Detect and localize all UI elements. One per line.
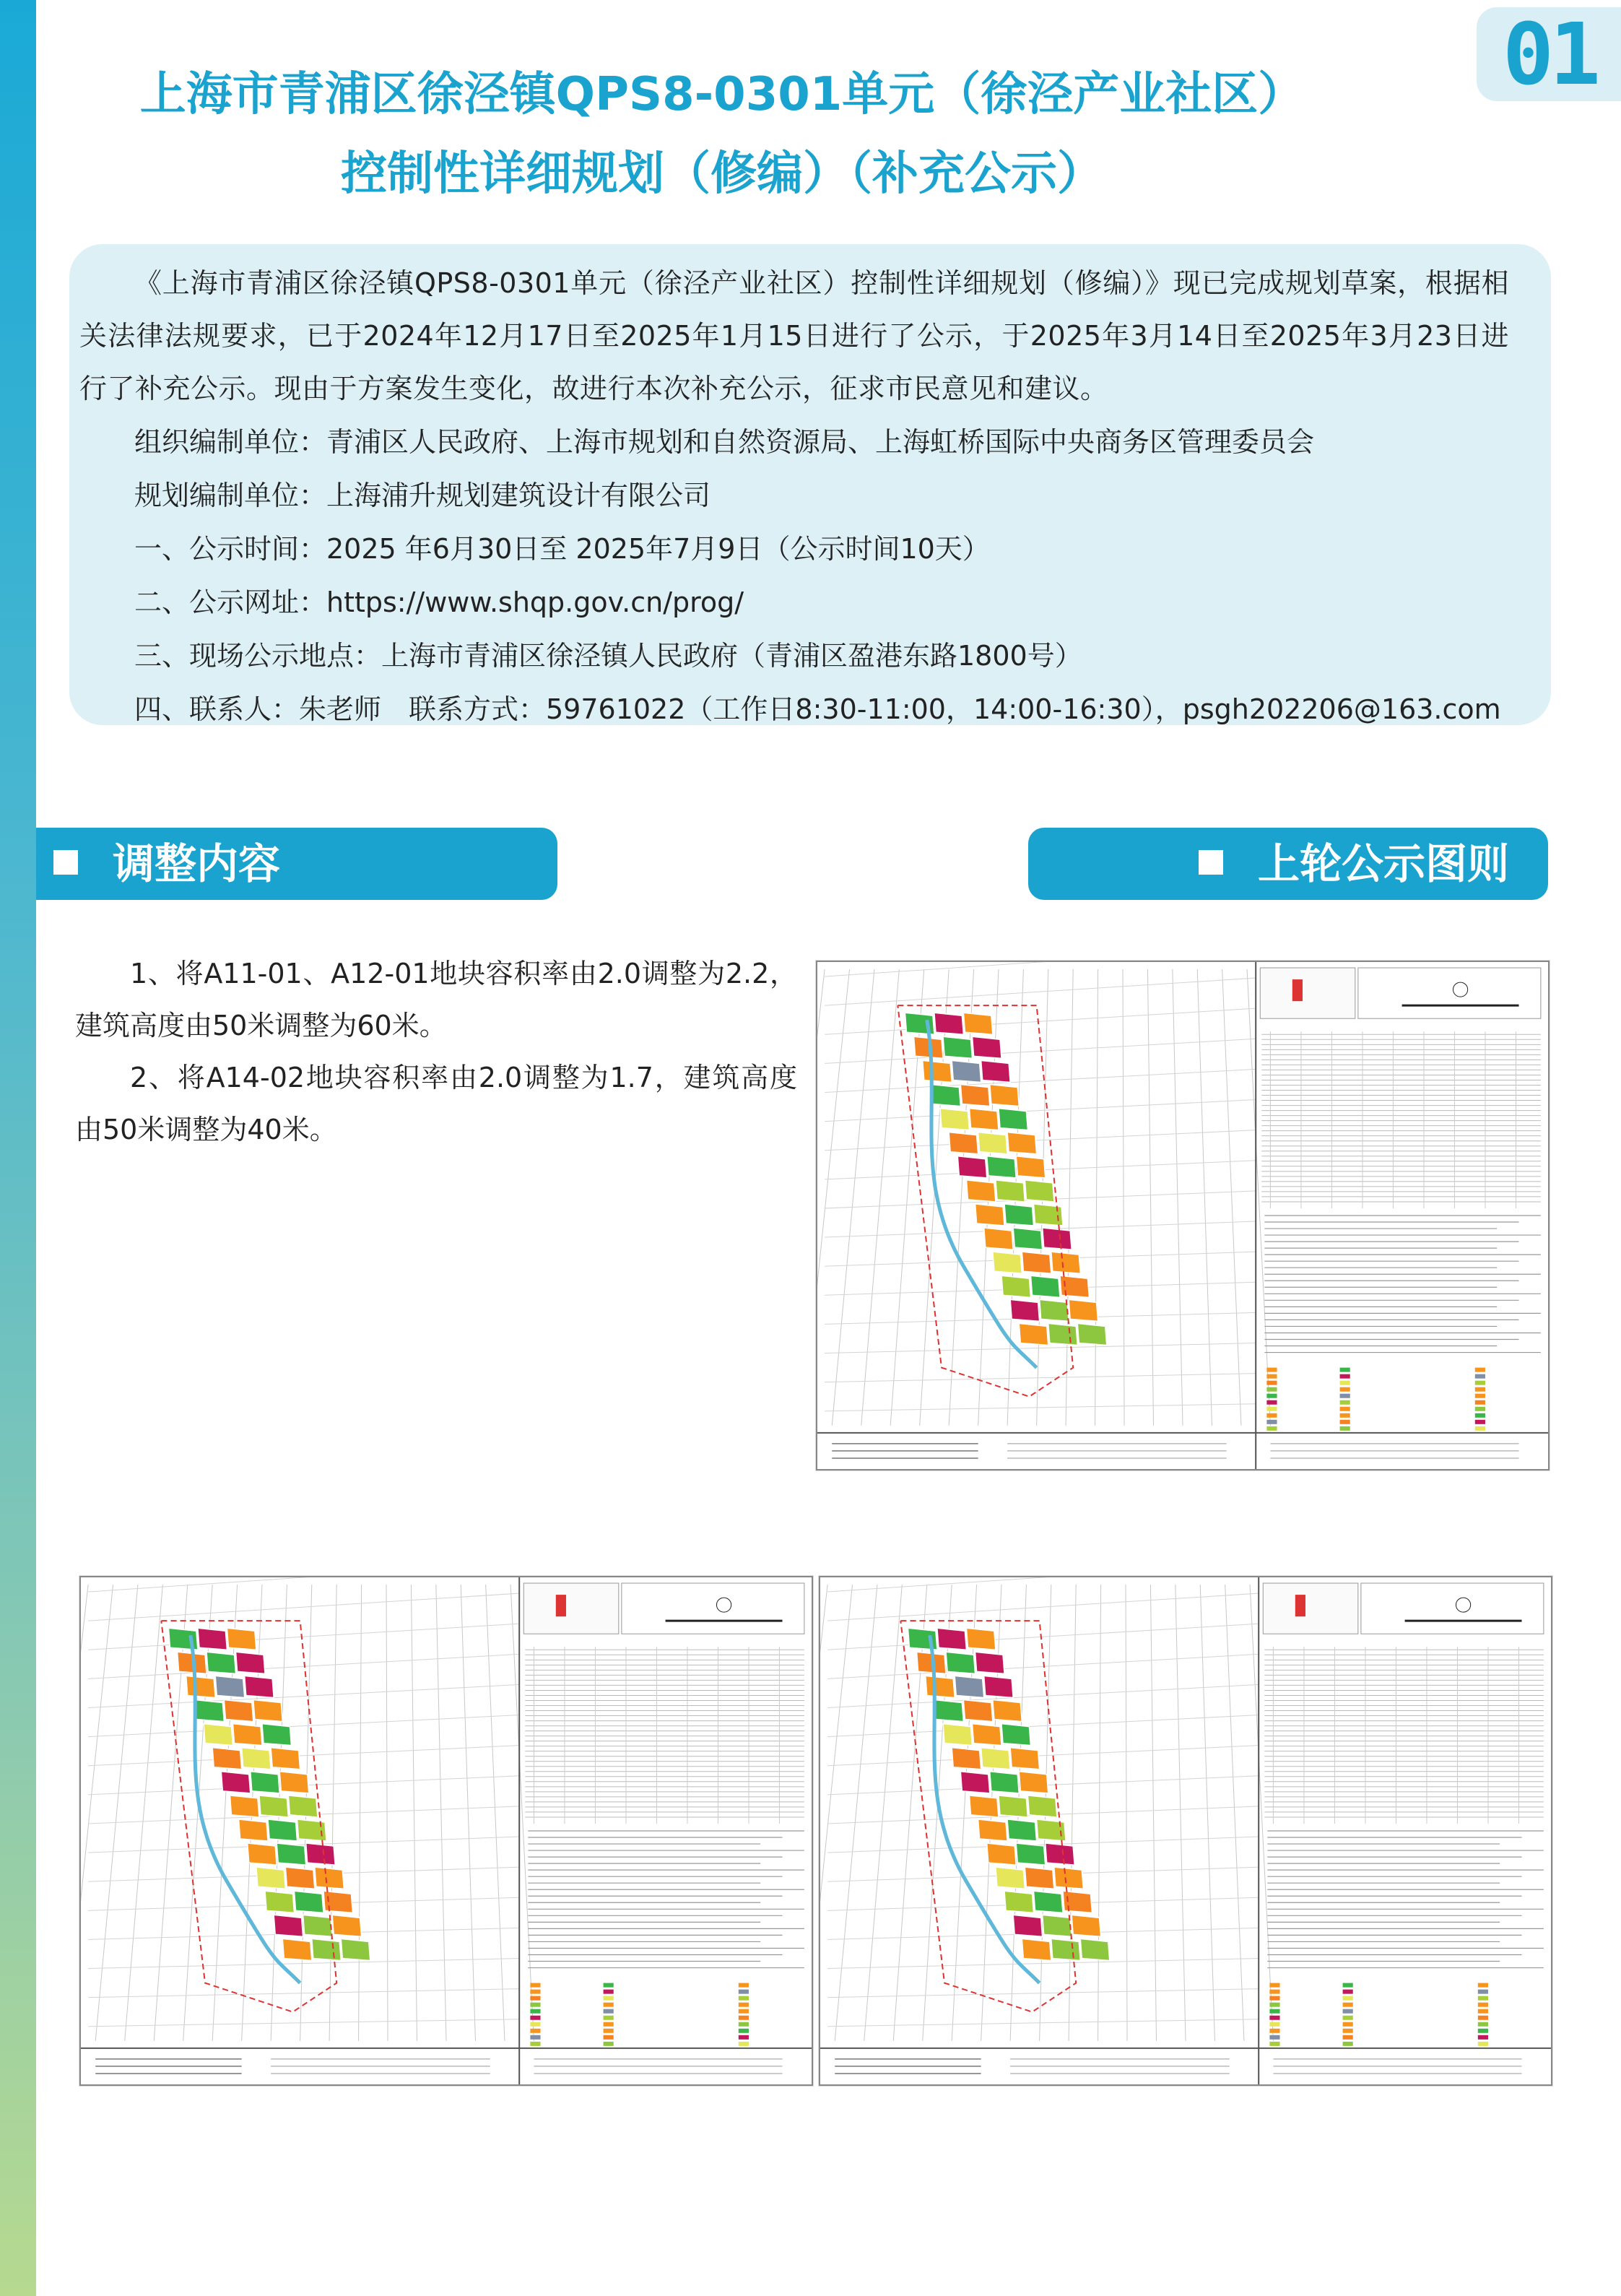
intro-time: 一、公示时间：2025 年6月30日至 2025年7月9日（公示时间10天） (134, 533, 990, 565)
side-gradient-bar (0, 0, 36, 2296)
adjustment-item: 1、将A11-01、A12-01地块容积率由2.0调整为2.2，建筑高度由50米调整为60米。 (75, 958, 797, 1041)
page-number: 01 (1477, 7, 1621, 101)
plan-sheet-drawing (81, 1577, 812, 2084)
intro-paragraph: 《上海市青浦区徐泾镇QPS8-0301单元（徐泾产业社区）控制性详细规划（修编）》现已完成规划草案，根据相关法律法规要求，已于2024年12月17日至2025年1月15日进行了公示，于2025年3月14日至2025年3月23日进行了补充公示。现由于方案发生变化，故进行本次补充公示，征求市民意见和建议。 (79, 267, 1509, 404)
section-adjust-header (36, 828, 557, 900)
intro-website: 二、公示网址：https://www.shqp.gov.cn/prog/ (134, 586, 744, 618)
intro-location: 三、现场公示地点：上海市青浦区徐泾镇人民政府（青浦区盈港东路1800号） (134, 640, 1082, 672)
section-adjust-title: 调整内容 (113, 839, 281, 888)
adjustment-item: 2、将A14-02地块容积率由2.0调整为1.7，建筑高度由50米调整为40米。 (75, 1062, 797, 1145)
intro-panel (69, 244, 1551, 725)
square-bullet-icon (53, 850, 78, 875)
plan-sheet-thumbnail-3 (819, 1576, 1552, 2086)
section-previous-header (1028, 828, 1548, 900)
plan-sheet-thumbnail-1 (816, 961, 1550, 1470)
plan-sheet-thumbnail-2 (79, 1576, 813, 2086)
intro-contact: 四、联系人：朱老师 联系方式：59761022（工作日8:30-11:00，14:00-16:30），psgh202206@163.com (134, 693, 1501, 725)
page-title-line-1: 上海市青浦区徐泾镇QPS8-0301单元（徐泾产业社区） (139, 68, 1305, 121)
plan-sheet-drawing (817, 962, 1548, 1469)
adjustment-list (75, 948, 797, 1156)
square-bullet-icon (1199, 850, 1223, 875)
page-title-line-2: 控制性详细规划（修编）（补充公示） (341, 147, 1103, 201)
intro-designer: 规划编制单位：上海浦升规划建筑设计有限公司 (134, 480, 711, 511)
intro-organizer: 组织编制单位：青浦区人民政府、上海市规划和自然资源局、上海虹桥国际中央商务区管理委员会 (134, 426, 1315, 458)
plan-sheet-drawing (820, 1577, 1551, 2084)
section-previous-title: 上轮公示图则 (1258, 839, 1510, 888)
